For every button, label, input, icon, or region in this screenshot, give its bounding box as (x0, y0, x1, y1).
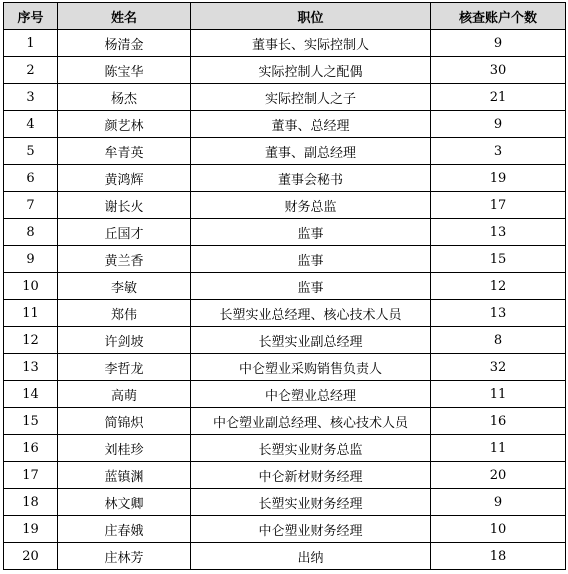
table-row (4, 435, 566, 462)
table-body (4, 30, 566, 570)
cell-index: 14 (4, 381, 58, 408)
cell-name: 杨杰 (58, 84, 191, 111)
cell-name: 杨清金 (58, 30, 191, 57)
cell-name: 简锦炽 (58, 408, 191, 435)
cell-index: 2 (4, 57, 58, 84)
account-verification-table (3, 2, 566, 570)
table-row (4, 516, 566, 543)
cell-index: 1 (4, 30, 58, 57)
cell-index: 7 (4, 192, 58, 219)
cell-position: 董事长、实际控制人 (191, 30, 431, 57)
table-row (4, 111, 566, 138)
cell-index: 6 (4, 165, 58, 192)
table-row (4, 273, 566, 300)
table-row (4, 300, 566, 327)
cell-position: 中仑塑业副总经理、核心技术人员 (191, 408, 431, 435)
cell-account-count: 30 (431, 57, 566, 84)
cell-account-count: 21 (431, 84, 566, 111)
cell-index: 18 (4, 489, 58, 516)
cell-name: 蓝镇渊 (58, 462, 191, 489)
cell-position: 财务总监 (191, 192, 431, 219)
cell-account-count: 12 (431, 273, 566, 300)
cell-index: 3 (4, 84, 58, 111)
table-row (4, 489, 566, 516)
table-row (4, 408, 566, 435)
cell-index: 9 (4, 246, 58, 273)
cell-name: 刘桂珍 (58, 435, 191, 462)
cell-account-count: 3 (431, 138, 566, 165)
cell-account-count: 11 (431, 381, 566, 408)
cell-index: 17 (4, 462, 58, 489)
header-account-count: 核查账户个数 (431, 3, 566, 30)
cell-index: 11 (4, 300, 58, 327)
cell-name: 李哲龙 (58, 354, 191, 381)
cell-position: 监事 (191, 273, 431, 300)
cell-index: 10 (4, 273, 58, 300)
table-row (4, 57, 566, 84)
cell-index: 20 (4, 543, 58, 570)
table-row (4, 543, 566, 570)
cell-position: 董事、副总经理 (191, 138, 431, 165)
cell-account-count: 20 (431, 462, 566, 489)
cell-name: 黄兰香 (58, 246, 191, 273)
cell-name: 黄鸿辉 (58, 165, 191, 192)
header-row (4, 3, 566, 30)
cell-index: 16 (4, 435, 58, 462)
cell-account-count: 32 (431, 354, 566, 381)
cell-index: 4 (4, 111, 58, 138)
table-row (4, 462, 566, 489)
cell-position: 监事 (191, 219, 431, 246)
cell-name: 颜艺林 (58, 111, 191, 138)
table-row (4, 219, 566, 246)
table-row (4, 192, 566, 219)
cell-position: 中仑新材财务经理 (191, 462, 431, 489)
cell-position: 董事会秘书 (191, 165, 431, 192)
table-row (4, 381, 566, 408)
cell-account-count: 18 (431, 543, 566, 570)
cell-name: 许剑坡 (58, 327, 191, 354)
cell-position: 监事 (191, 246, 431, 273)
table-row (4, 354, 566, 381)
cell-index: 12 (4, 327, 58, 354)
cell-account-count: 16 (431, 408, 566, 435)
cell-index: 15 (4, 408, 58, 435)
cell-index: 19 (4, 516, 58, 543)
table-row (4, 165, 566, 192)
cell-name: 高萌 (58, 381, 191, 408)
cell-name: 郑伟 (58, 300, 191, 327)
header-index: 序号 (4, 3, 58, 30)
cell-account-count: 9 (431, 30, 566, 57)
table-row (4, 138, 566, 165)
cell-name: 谢长火 (58, 192, 191, 219)
cell-account-count: 9 (431, 111, 566, 138)
cell-name: 李敏 (58, 273, 191, 300)
cell-name: 牟青英 (58, 138, 191, 165)
cell-account-count: 13 (431, 219, 566, 246)
header-position: 职位 (191, 3, 431, 30)
table-row (4, 327, 566, 354)
table-row (4, 30, 566, 57)
cell-position: 实际控制人之子 (191, 84, 431, 111)
cell-name: 庄林芳 (58, 543, 191, 570)
cell-account-count: 8 (431, 327, 566, 354)
cell-account-count: 15 (431, 246, 566, 273)
cell-name: 庄春娥 (58, 516, 191, 543)
cell-position: 中仑塑业总经理 (191, 381, 431, 408)
header-name: 姓名 (58, 3, 191, 30)
cell-position: 实际控制人之配偶 (191, 57, 431, 84)
cell-position: 中仑塑业采购销售负责人 (191, 354, 431, 381)
cell-index: 5 (4, 138, 58, 165)
cell-account-count: 10 (431, 516, 566, 543)
cell-name: 陈宝华 (58, 57, 191, 84)
cell-account-count: 19 (431, 165, 566, 192)
cell-index: 13 (4, 354, 58, 381)
cell-position: 长塑实业财务总监 (191, 435, 431, 462)
cell-account-count: 13 (431, 300, 566, 327)
cell-position: 长塑实业副总经理 (191, 327, 431, 354)
cell-position: 董事、总经理 (191, 111, 431, 138)
cell-account-count: 17 (431, 192, 566, 219)
cell-name: 丘国才 (58, 219, 191, 246)
table-row (4, 84, 566, 111)
cell-position: 长塑实业总经理、核心技术人员 (191, 300, 431, 327)
cell-name: 林文卿 (58, 489, 191, 516)
cell-position: 中仑塑业财务经理 (191, 516, 431, 543)
table-row (4, 246, 566, 273)
cell-account-count: 11 (431, 435, 566, 462)
cell-index: 8 (4, 219, 58, 246)
cell-account-count: 9 (431, 489, 566, 516)
cell-position: 长塑实业财务经理 (191, 489, 431, 516)
cell-position: 出纳 (191, 543, 431, 570)
